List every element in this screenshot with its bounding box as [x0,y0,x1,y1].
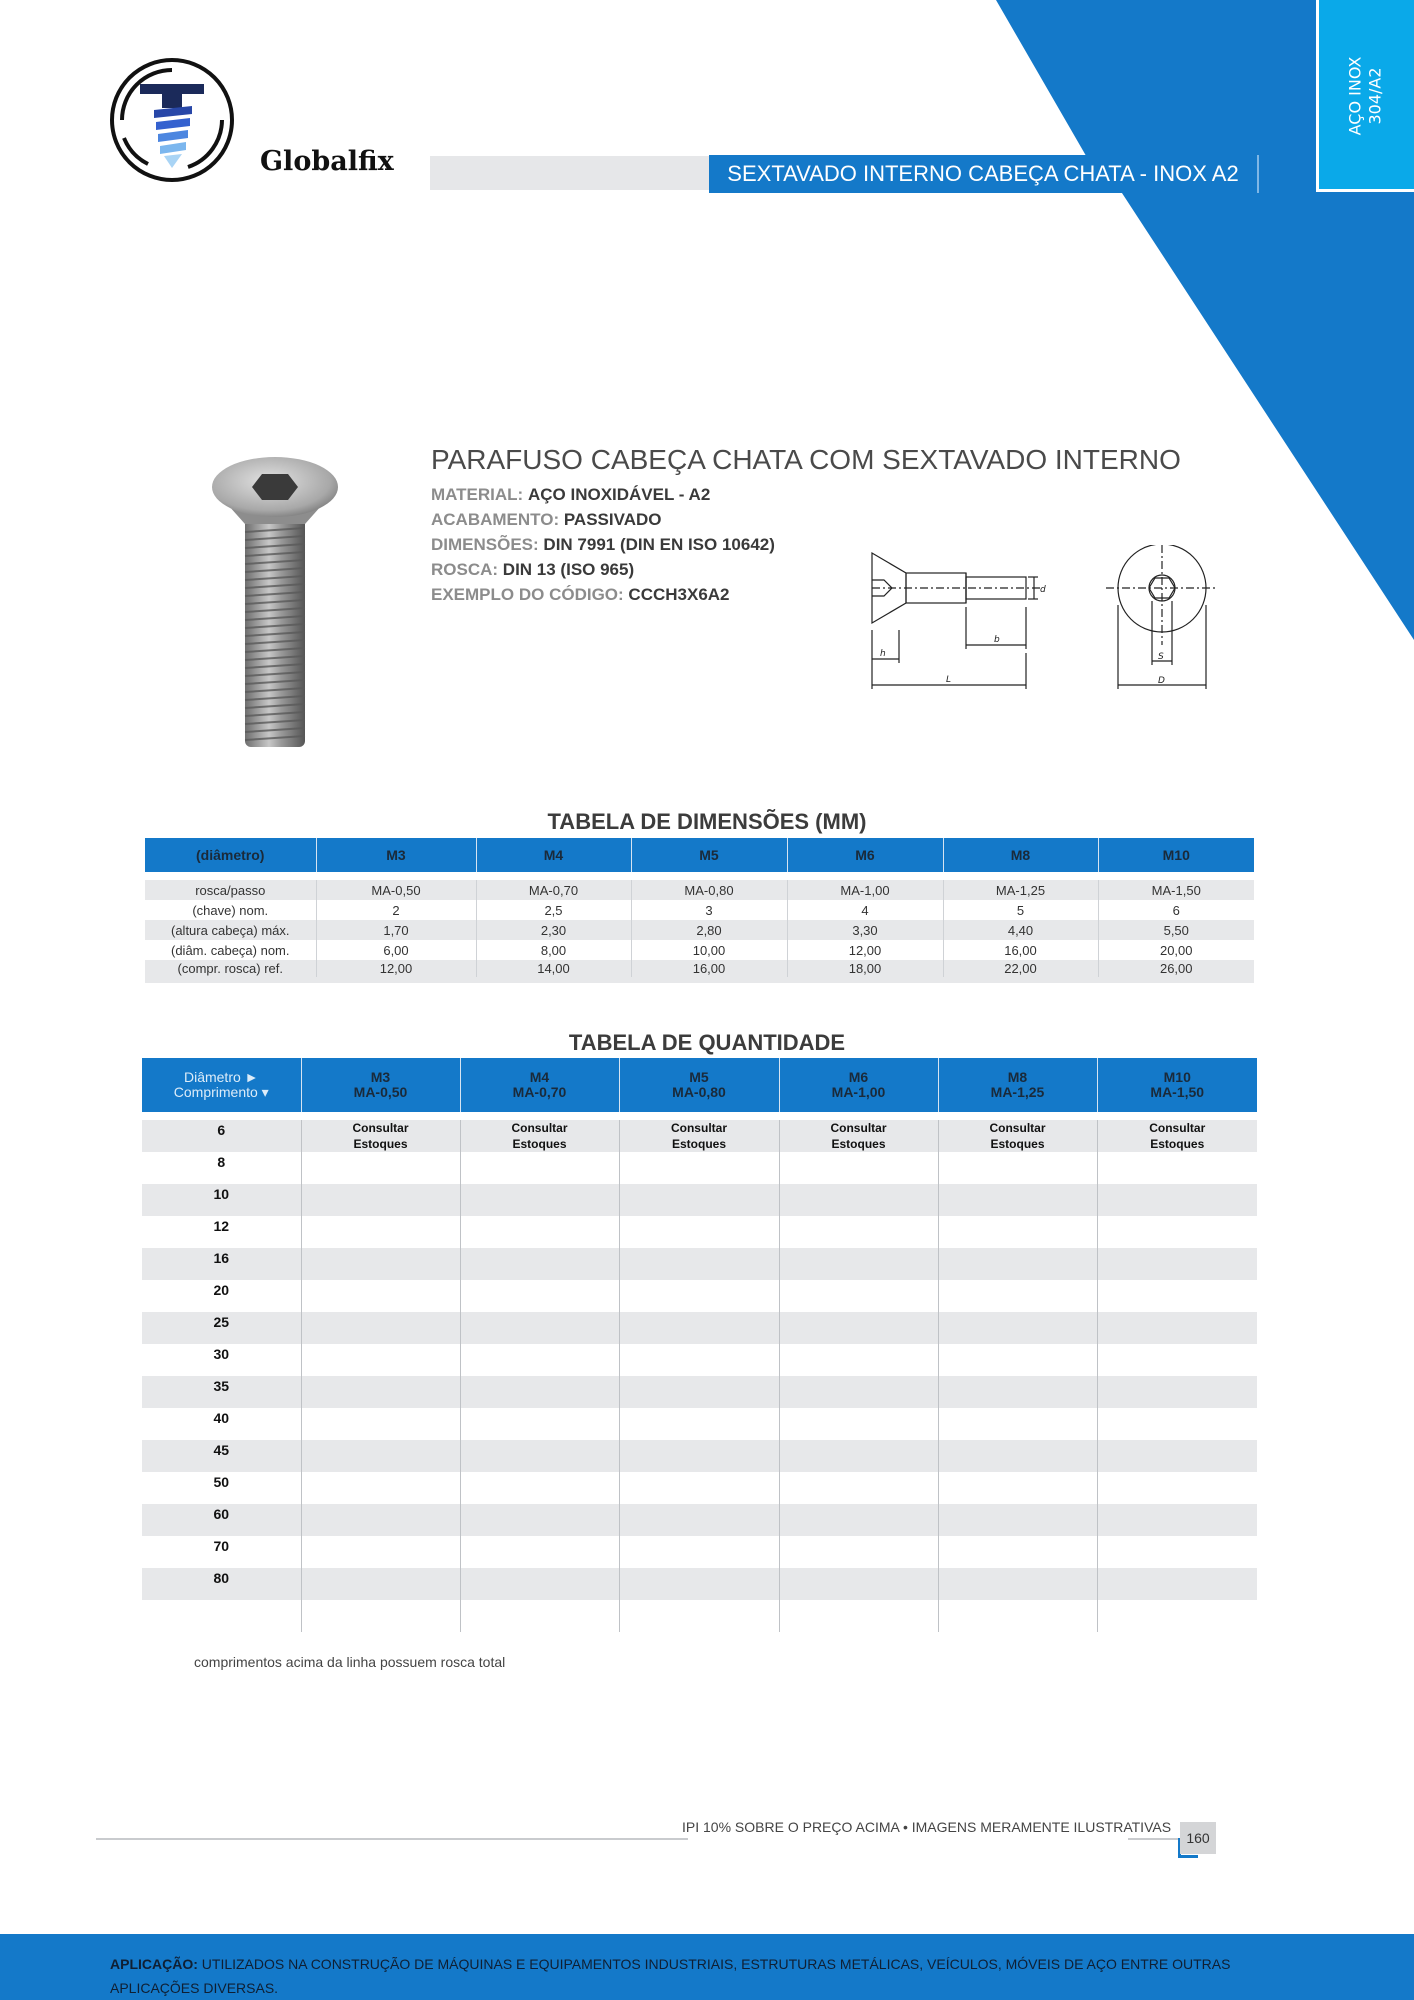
quantity-cell [460,1184,619,1216]
length-cell: 45 [142,1440,301,1472]
quantity-cell [460,1280,619,1312]
quantity-cell [779,1344,938,1376]
quantity-cell [938,1152,1097,1184]
table-header-cell [938,1058,1097,1112]
consult-line1: Consultar [670,1121,727,1135]
quantity-cell [619,1312,779,1344]
quantity-cell [779,1472,938,1504]
table-cell: 4,40 [943,920,1098,940]
quantity-cell [938,1440,1097,1472]
table-cell: 4 [787,900,943,920]
consult-line1: Consultar [830,1121,887,1135]
spec-value: AÇO INOXIDÁVEL - A2 [527,485,711,504]
quantity-cell [1097,1376,1257,1408]
quantity-cell [779,1120,938,1152]
table-cell: 10,00 [631,940,787,960]
length-cell: 12 [142,1216,301,1248]
quantity-cell [619,1344,779,1376]
drawing-label-h: h [880,649,886,659]
product-title: PARAFUSO CABEÇA CHATA COM SEXTAVADO INTERNO [431,444,1181,475]
table-row [142,1568,1257,1600]
quantity-cell [460,1440,619,1472]
table-cell: (chave) nom. [145,900,316,920]
quantity-cell [301,1440,460,1472]
consult-line2: Estoques [831,1137,886,1151]
table-cell: 16,00 [943,940,1098,960]
technical-drawing [866,545,1220,693]
quantity-cell [619,1568,779,1600]
quantity-cell [938,1312,1097,1344]
length-cell: 80 [142,1568,301,1600]
quantity-cell [938,1568,1097,1600]
diameter-length-corner-header [142,1058,301,1112]
table-row [145,960,1254,980]
quantity-cell [1097,1472,1257,1504]
table-row [142,1184,1257,1216]
quantity-cell [460,1216,619,1248]
quantity-cell [779,1312,938,1344]
spec-key: ACABAMENTO: [431,510,560,529]
length-cell: 70 [142,1536,301,1568]
screw-product-image [200,452,350,757]
dimensions-table [145,838,1254,983]
drawing-label-b: b [994,635,1000,645]
size-label: M8 [1007,1069,1028,1085]
pitch-label: MA-0,80 [672,1084,726,1100]
table-cell: 22,00 [943,960,1098,980]
quantity-cell [938,1408,1097,1440]
table-cell: MA-0,80 [631,880,787,900]
table-row [142,1216,1257,1248]
quantity-cell [619,1504,779,1536]
quantity-cell [779,1536,938,1568]
table-cell: 18,00 [787,960,943,980]
table-cell: (altura cabeça) máx. [145,920,316,940]
footer-divider [96,1838,688,1840]
quantity-cell [619,1376,779,1408]
quantity-cell [301,1600,460,1632]
length-cell: 8 [142,1152,301,1184]
length-cell: 10 [142,1184,301,1216]
table-row [145,920,1254,940]
quantity-cell [619,1248,779,1280]
table-cell: 3,30 [787,920,943,940]
quantity-cell [460,1600,619,1632]
spec-value: DIN 7991 (DIN EN ISO 10642) [543,535,775,554]
table-cell: (diâm. cabeça) nom. [145,940,316,960]
quantity-cell [460,1536,619,1568]
size-label: M10 [1163,1069,1191,1085]
table-row [142,1536,1257,1568]
quantity-cell [1097,1152,1257,1184]
table-header-cell [779,1058,938,1112]
quantity-cell [779,1408,938,1440]
quantity-cell [938,1344,1097,1376]
quantity-cell [460,1344,619,1376]
quantity-cell [779,1280,938,1312]
quantity-cell [619,1408,779,1440]
quantity-cell [301,1280,460,1312]
table-row [142,1152,1257,1184]
quantity-cell [938,1280,1097,1312]
quantity-cell [1097,1536,1257,1568]
quantity-cell [619,1216,779,1248]
pitch-label: MA-0,70 [512,1084,567,1100]
table-cell: 3 [631,900,787,920]
quantity-cell [1097,1504,1257,1536]
length-cell: 35 [142,1376,301,1408]
quantity-cell [938,1472,1097,1504]
corner-line1: Diâmetro ► [183,1069,259,1085]
title-bar-decoration [430,156,710,190]
table-cell: MA-1,00 [787,880,943,900]
quantity-cell [301,1536,460,1568]
consult-line1: Consultar [352,1121,409,1135]
table-row [142,1248,1257,1280]
table-row [142,1376,1257,1408]
table-cell: 1,70 [316,920,476,940]
spec-key: EXEMPLO DO CÓDIGO: [431,585,624,604]
pitch-label: MA-1,00 [831,1084,886,1100]
table-header-cell: M5 [631,838,787,872]
spec-key: MATERIAL: [431,485,524,504]
quantity-cell [779,1216,938,1248]
table-header-cell: (diâmetro) [145,838,316,872]
table-cell: 5 [943,900,1098,920]
quantity-cell [301,1216,460,1248]
quantity-cell [460,1568,619,1600]
category-tab-line2: 304/A2 [1364,67,1384,125]
quantity-cell [619,1440,779,1472]
drawing-label-d: d [1040,585,1046,595]
quantity-cell [460,1408,619,1440]
size-label: M5 [689,1069,709,1085]
size-label: M4 [529,1069,550,1085]
quantity-cell [619,1120,779,1152]
spec-value: DIN 13 (ISO 965) [502,560,635,579]
table-header-cell: M10 [1098,838,1254,872]
table-header-cell [1097,1058,1257,1112]
length-cell: 40 [142,1408,301,1440]
quantity-cell [460,1312,619,1344]
quantity-cell [779,1184,938,1216]
quantity-cell [1097,1312,1257,1344]
spec-material [431,482,1231,507]
drawing-label-D: D [1158,676,1165,686]
table-cell: 2,30 [476,920,631,940]
quantity-cell [301,1152,460,1184]
table-cell: MA-0,50 [316,880,476,900]
table-row [142,1472,1257,1504]
quantity-cell [301,1408,460,1440]
quantity-cell [779,1248,938,1280]
quantity-cell [938,1536,1097,1568]
table-row [145,940,1254,960]
table-header-cell: M8 [943,838,1098,872]
table-cell: MA-0,70 [476,880,631,900]
quantity-cell [1097,1568,1257,1600]
consult-line1: Consultar [1149,1121,1206,1135]
consult-line2: Estoques [512,1137,567,1151]
table-header-row [142,1058,1257,1112]
quantity-cell [619,1600,779,1632]
dimensions-table-title: TABELA DE DIMENSÕES (MM) [547,809,867,834]
thread-note: comprimentos acima da linha possuem rosca total [194,1654,506,1670]
quantity-cell [460,1376,619,1408]
quantity-cell [460,1152,619,1184]
quantity-cell [1097,1408,1257,1440]
application-label: APLICAÇÃO: [110,1956,198,1972]
consult-line1: Consultar [511,1121,568,1135]
length-cell: 60 [142,1504,301,1536]
quantity-cell [1097,1248,1257,1280]
quantity-cell [301,1344,460,1376]
size-label: M6 [848,1069,869,1085]
quantity-cell [619,1152,779,1184]
table-cell: (compr. rosca) ref. [145,960,316,980]
quantity-cell [301,1472,460,1504]
table-cell: 5,50 [1098,920,1254,940]
table-header-cell [460,1058,619,1112]
quantity-cell [460,1248,619,1280]
application-band [0,1934,1414,2000]
table-cell: 26,00 [1098,960,1254,980]
quantity-cell [1097,1184,1257,1216]
spec-finish [431,507,1231,532]
consult-line2: Estoques [1150,1137,1205,1151]
quantity-cell [460,1472,619,1504]
table-row [142,1280,1257,1312]
table-cell: 20,00 [1098,940,1254,960]
spec-value: PASSIVADO [563,510,662,529]
table-row [142,1408,1257,1440]
spec-key: DIMENSÕES: [431,535,539,554]
table-row [142,1312,1257,1344]
quantity-cell [938,1248,1097,1280]
pitch-label: MA-1,50 [1150,1084,1205,1100]
quantity-cell [938,1184,1097,1216]
footer-divider [1128,1838,1183,1840]
length-cell [142,1600,301,1632]
consult-line2: Estoques [353,1137,408,1151]
corner-line2: Comprimento ▾ [173,1084,269,1100]
quantity-cell [1097,1216,1257,1248]
page-title: SEXTAVADO INTERNO CABEÇA CHATA - INOX A2 [709,155,1259,193]
quantity-table [142,1058,1257,1632]
table-cell: 14,00 [476,960,631,980]
brand-name: Globalfix [260,146,394,177]
table-cell: 6,00 [316,940,476,960]
footer-disclaimer: IPI 10% SOBRE O PREÇO ACIMA • IMAGENS MERAMENTE ILUSTRATIVAS [682,1819,1172,1835]
quantity-cell [619,1472,779,1504]
application-text: UTILIZADOS NA CONSTRUÇÃO DE MÁQUINAS E EQUIPAMENTOS INDUSTRIAIS, ESTRUTURAS METÁLICAS, VEÍCULOS, MÓVEIS DE AÇO ENTRE OUTRAS APLICAÇÕES DIVERSAS. [110,1956,1231,1996]
quantity-cell [301,1376,460,1408]
pitch-label: MA-0,50 [353,1084,408,1100]
quantity-cell [460,1504,619,1536]
table-cell: MA-1,50 [1098,880,1254,900]
category-tab-line1: AÇO INOX [1344,56,1364,136]
quantity-cell [460,1120,619,1152]
drawing-label-L: L [946,675,952,685]
quantity-cell [779,1376,938,1408]
length-cell: 50 [142,1472,301,1504]
length-cell: 16 [142,1248,301,1280]
table-row [142,1440,1257,1472]
table-header-cell: M3 [316,838,476,872]
length-cell: 20 [142,1280,301,1312]
table-cell: MA-1,25 [943,880,1098,900]
quantity-cell [938,1376,1097,1408]
quantity-table-title: TABELA DE QUANTIDADE [568,1030,846,1055]
quantity-cell [619,1184,779,1216]
quantity-cell [938,1216,1097,1248]
table-row [145,900,1254,920]
pitch-label: MA-1,25 [990,1084,1045,1100]
consult-line2: Estoques [990,1137,1045,1151]
consult-line1: Consultar [989,1121,1046,1135]
table-cell: 12,00 [316,960,476,980]
quantity-table-body [142,1120,1257,1632]
table-cell: 8,00 [476,940,631,960]
category-tab-label [1316,0,1414,192]
table-header-row [145,838,1254,872]
quantity-cell [301,1184,460,1216]
consult-line2: Estoques [671,1137,726,1151]
quantity-cell [938,1600,1097,1632]
quantity-cell [1097,1344,1257,1376]
spec-key: ROSCA: [431,560,499,579]
quantity-cell [779,1568,938,1600]
quantity-cell [301,1120,460,1152]
length-cell: 30 [142,1344,301,1376]
quantity-cell [938,1504,1097,1536]
quantity-cell [301,1568,460,1600]
quantity-cell [779,1152,938,1184]
quantity-cell [1097,1600,1257,1632]
page-number: 160 [1180,1822,1216,1854]
drawing-label-S: S [1158,652,1164,662]
quantity-cell [779,1504,938,1536]
quantity-cell [779,1600,938,1632]
table-cell: 12,00 [787,940,943,960]
length-cell: 25 [142,1312,301,1344]
quantity-cell [1097,1280,1257,1312]
quantity-cell [1097,1440,1257,1472]
spec-value: CCCH3X6A2 [628,585,730,604]
table-row [145,880,1254,900]
size-label: M3 [370,1069,391,1085]
quantity-cell [301,1504,460,1536]
globalfix-logo-icon [108,56,236,184]
table-row [142,1344,1257,1376]
table-cell: 2 [316,900,476,920]
table-cell: 2,80 [631,920,787,940]
quantity-cell [779,1440,938,1472]
table-header-cell: M4 [476,838,631,872]
table-row [142,1504,1257,1536]
quantity-cell [619,1536,779,1568]
table-cell: rosca/passo [145,880,316,900]
quantity-cell [301,1312,460,1344]
quantity-cell [1097,1120,1257,1152]
quantity-cell [301,1248,460,1280]
table-header-cell [301,1058,460,1112]
table-header-cell: M6 [787,838,943,872]
quantity-cell [938,1120,1097,1152]
table-row [142,1120,1257,1152]
table-cell: 2,5 [476,900,631,920]
table-cell: 6 [1098,900,1254,920]
table-header-cell [619,1058,779,1112]
length-cell: 6 [142,1120,301,1152]
quantity-cell [619,1280,779,1312]
table-cell: 16,00 [631,960,787,980]
table-row [142,1600,1257,1632]
